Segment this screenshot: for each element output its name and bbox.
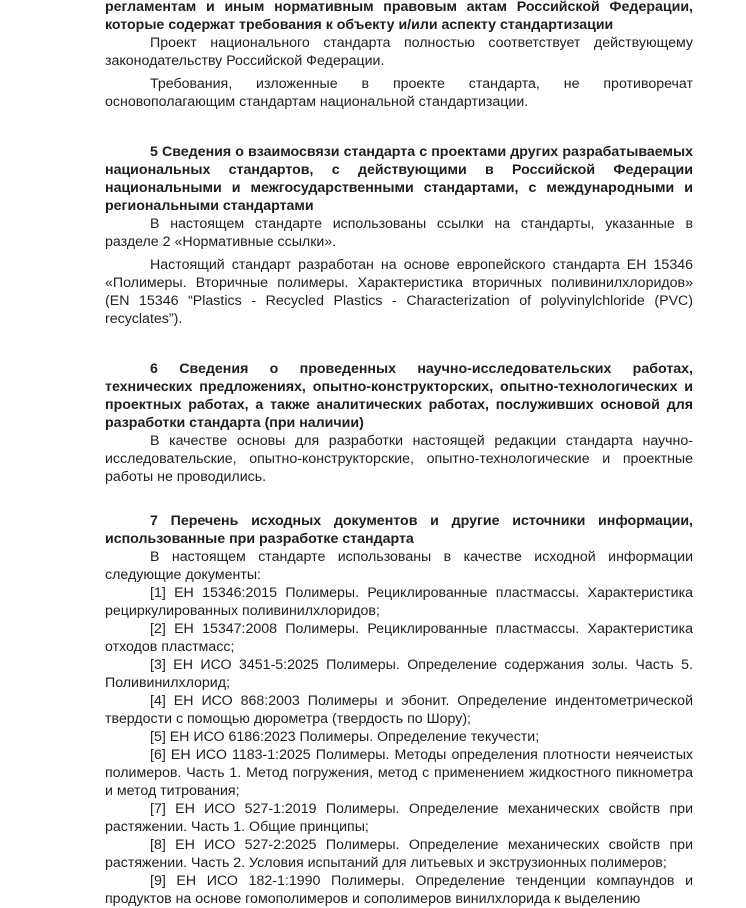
paragraph: В настоящем стандарте использованы в качестве исходной информации следующие документы: <box>105 549 693 583</box>
section-7-heading: 7 Перечень исходных документов и другие источники информации, использованные при разработке стандарта <box>105 513 693 547</box>
reference-item: [1] ЕН 15346:2015 Полимеры. Рециклированные пластмассы. Характеристика рециркулированных поливинилхлоридов; <box>105 585 693 619</box>
reference-item: [6] ЕН ИСО 1183-1:2025 Полимеры. Методы определения плотности неячеистых полимеров. Часть 1. Метод погружения, метод с применением жидкостного пикнометра и метод титрования; <box>105 747 693 799</box>
paragraph: Требования, изложенные в проекте стандарта, не противоречат основополагающим стандартам национальной стандартизации. <box>105 76 693 110</box>
reference-item: [2] ЕН 15347:2008 Полимеры. Рециклированные пластмассы. Характеристика отходов пластмасс; <box>105 621 693 655</box>
reference-item: [3] ЕН ИСО 3451-5:2025 Полимеры. Определение содержания золы. Часть 5. Поливинилхлорид; <box>105 657 693 691</box>
reference-item: [9] ЕН ИСО 182-1:1990 Полимеры. Определение тенденции компаундов и продуктов на основе гомополимеров и сополимеров винилхлорида к выделению <box>105 873 693 907</box>
reference-item: [8] ЕН ИСО 527-2:2025 Полимеры. Определение механических свойств при растяжении. Часть 2. Условия испытаний для литьевых и экструзионных полимеров; <box>105 837 693 871</box>
paragraph: Проект национального стандарта полностью соответствует действующему законодательству Российской Федерации. <box>105 35 693 69</box>
reference-item: [4] ЕН ИСО 868:2003 Полимеры и эбонит. Определение индентометрической твердости с помощью дюрометра (твердость по Шору); <box>105 693 693 727</box>
section-6-heading: 6 Сведения о проведенных научно-исследовательских работах, технических предложениях, опытно-конструкторских, опытно-технологических и проектных работах, а также аналитических работах, послуживших основой для разработки стандарта (при наличии) <box>105 361 693 431</box>
reference-item: [7] ЕН ИСО 527-1:2019 Полимеры. Определение механических свойств при растяжении. Часть 1. Общие принципы; <box>105 801 693 835</box>
reference-item: [5] ЕН ИСО 6186:2023 Полимеры. Определение текучести; <box>150 729 540 745</box>
paragraph: Настоящий стандарт разработан на основе европейского стандарта ЕН 15346 «Полимеры. Вторичные полимеры. Характеристика вторичных поливинилхлоридов» (EN 15346 “Plastics - Recycled Plastics - Characterization of polyvinylchloride (PVC) recyclates”). <box>105 257 693 327</box>
section-4-heading-tail: регламентам и иным нормативным правовым актам Российской Федерации, которые содержат требования к объекту и/или аспекту стандартизации <box>105 0 693 33</box>
document-page <box>105 0 693 908</box>
paragraph: В качестве основы для разработки настоящей редакции стандарта научно-исследовательские, опытно-конструкторские, опытно-технологические и проектные работы не проводились. <box>105 433 693 485</box>
section-5-heading: 5 Сведения о взаимосвязи стандарта с проектами других разрабатываемых национальных стандартов, с действующими в Российской Федерации национальными и межгосударственными стандартами, с международными и региональными стандартами <box>105 144 693 214</box>
paragraph: В настоящем стандарте использованы ссылки на стандарты, указанные в разделе 2 «Нормативные ссылки». <box>105 216 693 250</box>
